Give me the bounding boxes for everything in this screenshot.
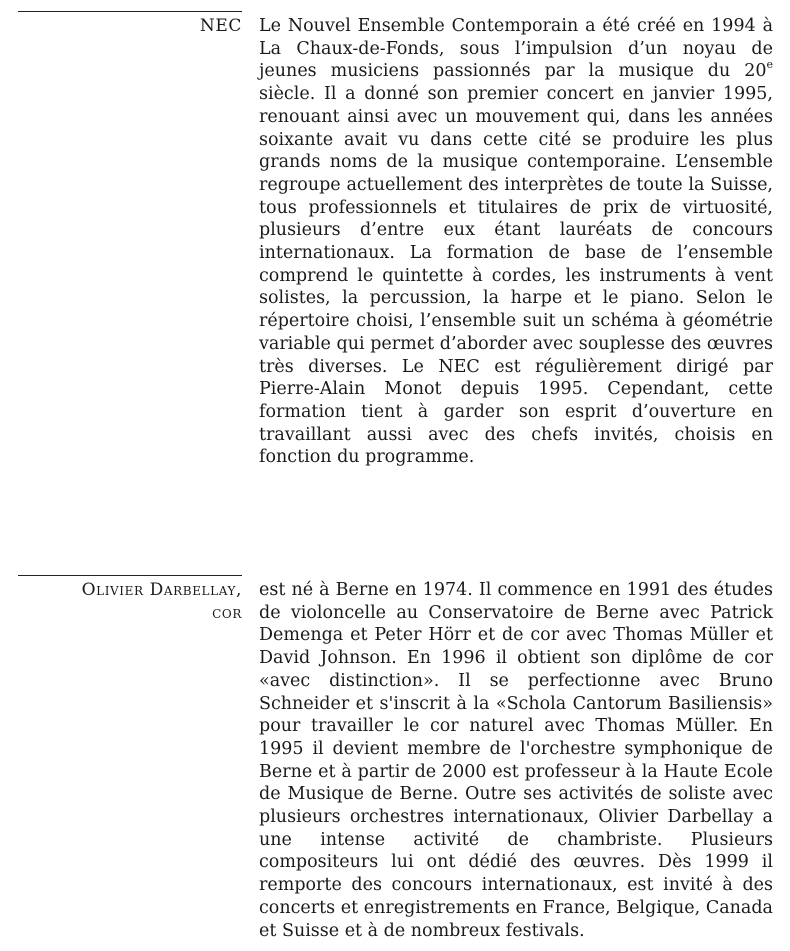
section-heading [18,579,242,624]
paragraph-darbellay: est né à Berne en 1974. Il commence en 1991 des études de violoncelle au Conservatoire de Berne avec Patrick Demenga et Peter Hörr et de cor avec Thomas Müller et David Johnson. En 1996 il obtient son diplôme de cor «avec distinction». Il se perfectionne avec Bruno Schneider et s'inscrit à la «Schola Cantorum Basiliensis» pour travailler le cor naturel avec Thomas Müller. En 1995 il devient membre de l'orchestre symphonique de Berne et à partir de 2000 est professeur à la Haute Ecole de Musique de Berne. Outre ses activités de soliste avec plusieurs orchestres internationaux, Olivier Darbellay a une intense activité de chambriste. Plusieurs compositeurs lui ont dédié des œuvres. Dès 1999 il remporte des concours internationaux, est invité à des concerts et enregistrements en France, Belgique, Canada et Suisse et à de nombreux festivals. [259,580,773,941]
subheading-role: cor [212,602,242,623]
paragraph-nec-part2: siècle. Il a donné son premier concert en janvier 1995, renouant ainsi avec un mouvement qui, dans les années soixante avait vu dans cette cité se produire les plus grands noms de la musique contemporaine. L’ensemble regroupe actuellement des interprètes de toute la Suisse, tous professionnels et titulaires de prix de virtuosité, plusieurs d’entre eux étant lauréats de concours internationaux. La formation de base de l’ensemble comprend le quintette à cordes, les instruments à vent solistes, la percussion, la harpe et le piano. Selon le répertoire choisi, l’ensemble suit un schéma à géométrie variable qui permet d’aborder avec souplesse des œuvres très diverses. Le NEC est régulièrement dirigé par Pierre-Alain Monot depuis 1995. Cependant, cette formation tient à garder son esprit d’ouverture en travaillant aussi avec des chefs invités, choisis en fonction du programme. [259,84,773,468]
section-rule [18,575,242,576]
section-heading [18,15,242,38]
paragraph-nec-part1: Le Nouvel Ensemble Contemporain a été créé en 1994 à La Chaux-de-Fonds, sous l’impulsion d’un noyau de jeunes musiciens passionnés par la musique du 20 [259,16,773,82]
heading-darbellay: Olivier Darbellay, [81,580,242,600]
section-rule [18,11,242,12]
superscript: e [766,57,773,71]
heading-nec: NEC [199,16,242,36]
paragraph-nec [259,15,773,469]
